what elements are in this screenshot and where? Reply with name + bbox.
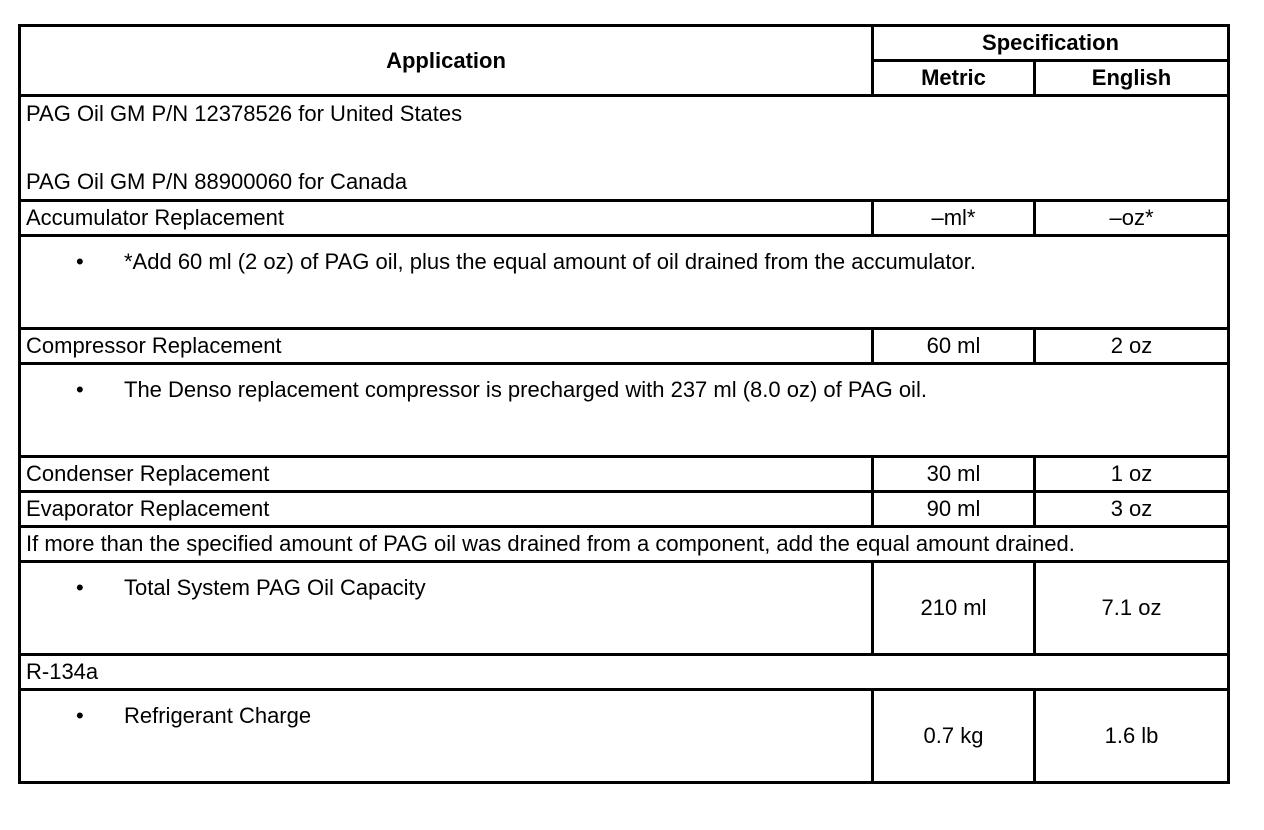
table-row: [20, 236, 1229, 329]
table-row: [20, 562, 1229, 655]
refrigerant-charge-label: Refrigerant Charge: [124, 703, 312, 728]
evaporator-english: 3 oz: [1035, 492, 1229, 527]
table-row: [20, 492, 1229, 527]
table-row: [20, 364, 1229, 457]
drain-note: If more than the specified amount of PAG oil was drained from a component, add the equal amount drained.: [20, 527, 1229, 562]
bullet-icon: •: [76, 703, 84, 728]
table-row: [20, 527, 1229, 562]
refrigerant-charge-metric: 0.7 kg: [873, 690, 1035, 783]
oil-type-cell: [20, 96, 1229, 201]
compressor-note-text: The Denso replacement compressor is precharged with 237 ml (8.0 oz) of PAG oil.: [124, 377, 927, 402]
bullet-icon: •: [76, 575, 84, 600]
oil-type-us: PAG Oil GM P/N 12378526 for United States: [26, 101, 463, 126]
evaporator-metric: 90 ml: [873, 492, 1035, 527]
accumulator-note: [20, 236, 1229, 329]
specification-table: [18, 24, 1230, 784]
compressor-note: [20, 364, 1229, 457]
bullet-icon: •: [76, 249, 84, 274]
refrigerant-charge-english: 1.6 lb: [1035, 690, 1229, 783]
total-capacity-label-cell: [20, 562, 873, 655]
accumulator-label: Accumulator Replacement: [20, 201, 873, 236]
evaporator-label: Evaporator Replacement: [20, 492, 873, 527]
table-row: [20, 329, 1229, 364]
total-capacity-label: Total System PAG Oil Capacity: [124, 575, 426, 600]
condenser-label: Condenser Replacement: [20, 457, 873, 492]
condenser-english: 1 oz: [1035, 457, 1229, 492]
accumulator-note-text: *Add 60 ml (2 oz) of PAG oil, plus the equal amount of oil drained from the accumulator.: [124, 249, 976, 274]
application-header: Application: [20, 26, 873, 96]
accumulator-english: –oz*: [1035, 201, 1229, 236]
table-row: [20, 96, 1229, 201]
table-row: [20, 201, 1229, 236]
table-row: [20, 457, 1229, 492]
accumulator-metric: –ml*: [873, 201, 1035, 236]
bullet-icon: •: [76, 377, 84, 402]
refrigerant-type: R-134a: [20, 655, 1229, 690]
english-header: English: [1035, 61, 1229, 96]
condenser-metric: 30 ml: [873, 457, 1035, 492]
compressor-english: 2 oz: [1035, 329, 1229, 364]
compressor-label: Compressor Replacement: [20, 329, 873, 364]
compressor-metric: 60 ml: [873, 329, 1035, 364]
specification-header: Specification: [873, 26, 1229, 61]
refrigerant-charge-label-cell: [20, 690, 873, 783]
total-capacity-metric: 210 ml: [873, 562, 1035, 655]
table-row: [20, 655, 1229, 690]
total-capacity-english: 7.1 oz: [1035, 562, 1229, 655]
metric-header: Metric: [873, 61, 1035, 96]
oil-type-canada: PAG Oil GM P/N 88900060 for Canada: [26, 169, 408, 194]
table-row: [20, 690, 1229, 783]
